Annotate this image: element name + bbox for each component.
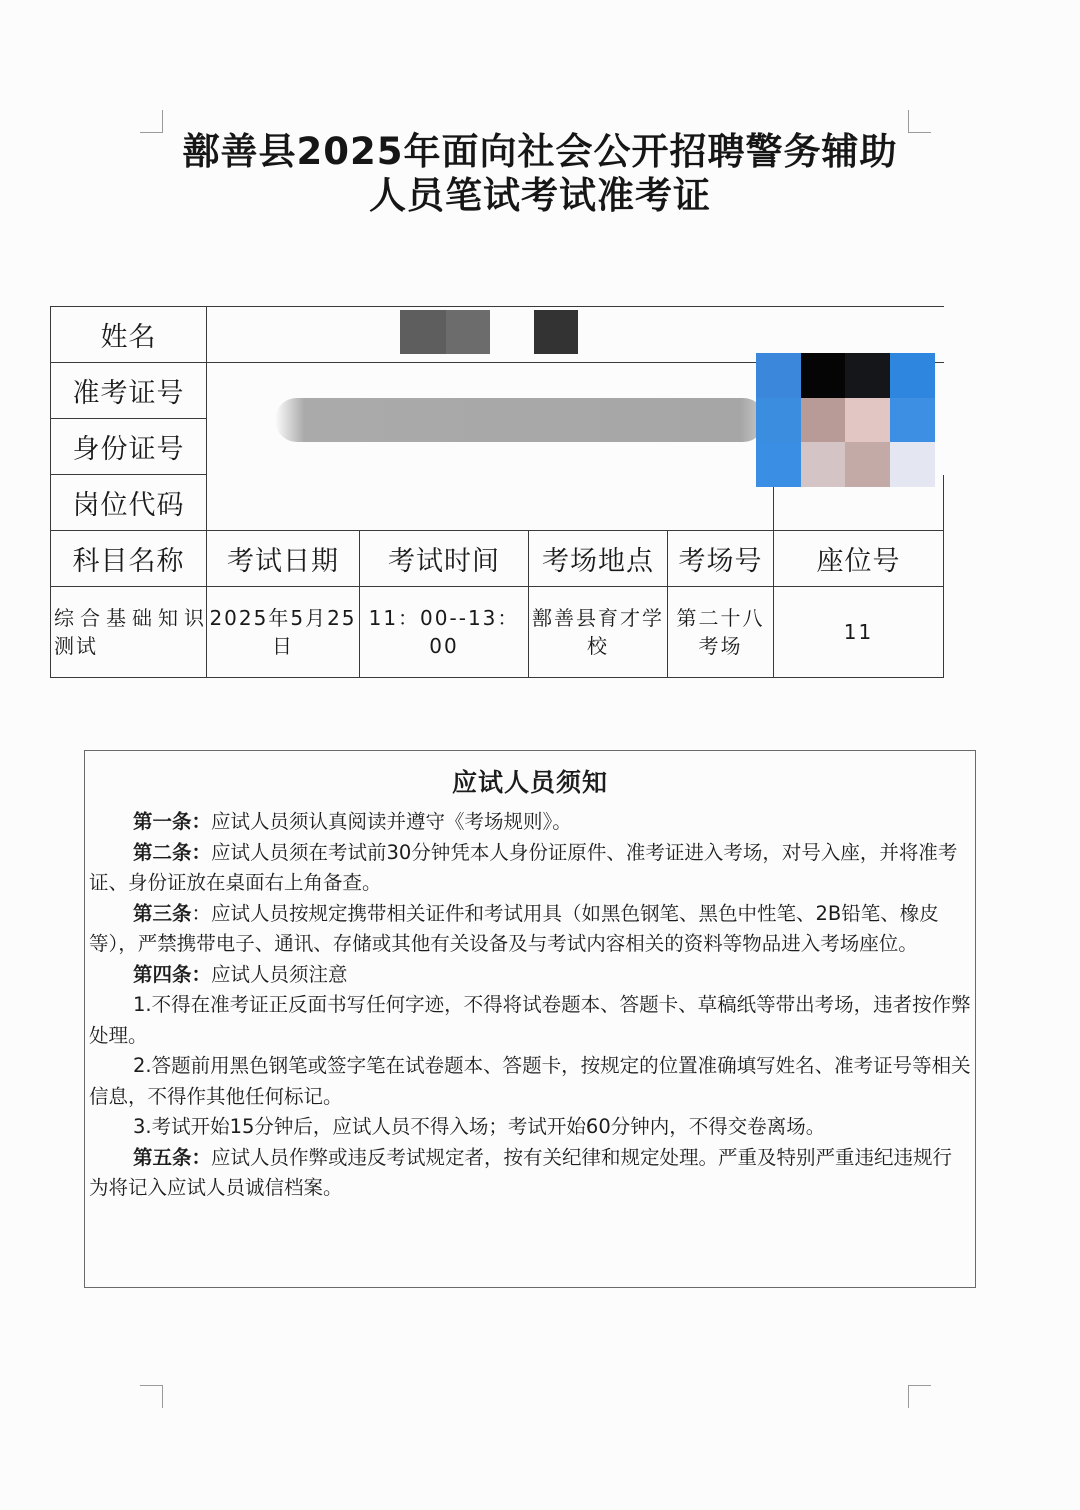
notice-item-text: 应试人员作弊或违反考试规定者，按有关纪律和规定处理。严重及特别严重违纪违规行为将记入应试人员诚信档案。 [89, 1145, 953, 1199]
page-corner-mark [140, 1385, 163, 1408]
photo-pixel [890, 398, 935, 443]
photo-pixel [890, 442, 935, 487]
cell-subject: 综合基础知识测试 [51, 587, 207, 678]
candidate-notice [84, 750, 976, 1288]
cell-seat: 11 [774, 587, 944, 678]
pixelated-photo [756, 353, 934, 487]
photo-pixel [890, 353, 935, 398]
photo-pixel [756, 442, 801, 487]
notice-item-label: 第三条 [133, 901, 192, 925]
notice-item-text: 应试人员须注意 [211, 962, 348, 986]
header-time: 考试时间 [360, 531, 529, 587]
header-location: 考场地点 [529, 531, 668, 587]
notice-item-text: 应试人员须在考试前30分钟凭本人身份证原件、准考证进入考场，对号入座，并将准考证、身份证放在桌面右上角备查。 [89, 840, 958, 894]
notice-item [89, 838, 971, 899]
header-subject: 科目名称 [51, 531, 207, 587]
photo-pixel [801, 398, 846, 443]
notice-item-text: 应试人员须认真阅读并遵守《考场规则》。 [211, 810, 572, 833]
notice-item-label: 第四条： [133, 962, 212, 986]
photo-pixel [845, 442, 890, 487]
label-ticket-number: 准考证号 [51, 363, 207, 419]
cell-date: 2025年5月25日 [207, 587, 360, 678]
title-line-1: 鄯善县2025年面向社会公开招聘警务辅助 [182, 130, 898, 173]
notice-item-text: 1.不得在准考证正反面书写任何字迹，不得将试卷题本、答题卡、草稿纸等带出考场，违者按作弊处理。 [89, 993, 971, 1047]
photo-pixel [756, 353, 801, 398]
photo-pixel [845, 353, 890, 398]
notice-item-label: 第二条： [133, 840, 212, 864]
notice-item-text: 3.考试开始15分钟后，应试人员不得入场；考试开始60分钟内，不得交卷离场。 [133, 1115, 826, 1138]
photo-pixel [801, 353, 846, 398]
photo-pixel [756, 398, 801, 443]
notice-item [89, 899, 971, 960]
value-post-code [207, 475, 774, 531]
photo-pixel [845, 398, 890, 443]
title-line-2: 人员笔试考试准考证 [369, 174, 711, 217]
cell-location: 鄯善县育才学校 [529, 587, 668, 678]
label-id-number: 身份证号 [51, 419, 207, 475]
label-name: 姓名 [51, 307, 207, 363]
redacted-number-smear [275, 398, 765, 442]
notice-item [89, 807, 971, 838]
header-seat: 座位号 [774, 531, 944, 587]
header-date: 考试日期 [207, 531, 360, 587]
photo-pixel [801, 442, 846, 487]
redacted-name-block [446, 310, 490, 354]
cell-time: 11：00--13：00 [360, 587, 529, 678]
label-post-code: 岗位代码 [51, 475, 207, 531]
notice-item [89, 1051, 971, 1112]
notice-item-label: 第一条： [133, 810, 212, 833]
page-corner-mark [908, 1385, 931, 1408]
cell-room: 第二十八考场 [668, 587, 774, 678]
notice-body [89, 807, 971, 1204]
notice-item [89, 1143, 971, 1204]
header-room: 考场号 [668, 531, 774, 587]
notice-item [89, 1112, 971, 1143]
redacted-name-block [534, 310, 578, 354]
notice-heading: 应试人员须知 [451, 768, 608, 797]
notice-item-text: ：应试人员按规定携带相关证件和考试用具（如黑色钢笔、黑色中性笔、2B铅笔、橡皮等），严禁携带电子、通讯、存储或其他有关设备及与考试内容相关的资料等物品进入考场座位。 [89, 901, 939, 955]
notice-item-text: 2.答题前用黑色钢笔或签字笔在试卷题本、答题卡，按规定的位置准确填写姓名、准考证号等相关信息，不得作其他任何标记。 [89, 1054, 971, 1108]
notice-item [89, 990, 971, 1051]
notice-item-label: 第五条： [133, 1145, 212, 1169]
document-title [90, 130, 990, 218]
notice-item [89, 960, 971, 991]
